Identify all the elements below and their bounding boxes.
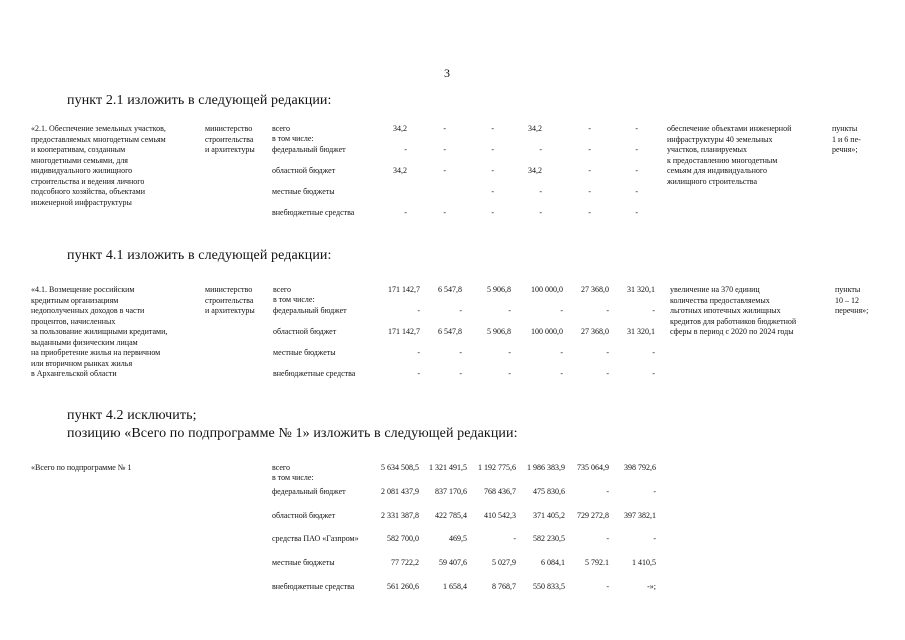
value-cell: - bbox=[606, 306, 609, 315]
value-cell: 1 321 491,5 bbox=[429, 463, 467, 472]
value-cell: - bbox=[443, 166, 446, 175]
value-cell: 6 547,8 bbox=[438, 285, 462, 294]
value-cell: - bbox=[635, 208, 638, 217]
value-cell: - bbox=[606, 369, 609, 378]
value-cell: 34,2 bbox=[528, 124, 542, 133]
value-cell: - bbox=[491, 166, 494, 175]
value-cell: - bbox=[443, 124, 446, 133]
value-cell: 100 000,0 bbox=[531, 327, 563, 336]
value-cell: - bbox=[539, 208, 542, 217]
item-name: «2.1. Обеспечение земельных участков, предоставляемых многодетным семьям и кооперативам, созданным многодетными семьями, для индивидуального жилищного строительства и ведения личного подсобного хозяйства, объектами инженерной инфраструктуры bbox=[31, 124, 166, 207]
row-label-sub: в том числе: bbox=[273, 295, 315, 304]
reference: пункты 10 – 12 перечня»; bbox=[835, 285, 869, 315]
value-cell: - bbox=[588, 124, 591, 133]
row-label: внебюджетные средства bbox=[273, 369, 356, 378]
value-cell: - bbox=[417, 369, 420, 378]
value-cell: 582 700,0 bbox=[387, 534, 419, 544]
item-name: «Всего по подпрограмме № 1 bbox=[31, 463, 132, 472]
value-cell: - bbox=[652, 369, 655, 378]
value-cell: - bbox=[404, 208, 407, 217]
value-cell: 475 830,6 bbox=[533, 486, 565, 496]
value-cell: - bbox=[652, 348, 655, 357]
value-cell: 5 906,8 bbox=[487, 327, 511, 336]
value-cell: - bbox=[635, 145, 638, 154]
value-cell: 5 027,9 bbox=[492, 558, 516, 568]
value-cell: 31 320,1 bbox=[627, 285, 655, 294]
value-cell: - bbox=[635, 166, 638, 175]
row-label: местные бюджеты bbox=[272, 558, 335, 568]
row-label: местные бюджеты bbox=[273, 348, 336, 357]
value-cell: 34,2 bbox=[393, 166, 407, 175]
row-label: федеральный бюджет bbox=[272, 486, 346, 496]
value-cell: - bbox=[404, 145, 407, 154]
value-cell: - bbox=[539, 145, 542, 154]
value-cell: -»; bbox=[647, 582, 656, 591]
value-cell: 1 410,5 bbox=[632, 558, 656, 568]
value-cell: - bbox=[508, 348, 511, 357]
value-cell: 171 142,7 bbox=[388, 327, 420, 336]
row-label-sub: в том числе: bbox=[272, 134, 314, 143]
executor: министерство строительства и архитектуры bbox=[205, 124, 255, 154]
row-label: областной бюджет bbox=[272, 166, 336, 175]
row-label: областной бюджет bbox=[273, 327, 337, 336]
value-cell: - bbox=[588, 187, 591, 196]
value-cell: - bbox=[606, 486, 609, 496]
value-cell: - bbox=[635, 124, 638, 133]
heading-2-1: пункт 2.1 изложить в следующей редакции: bbox=[67, 93, 332, 108]
value-cell: 768 436,7 bbox=[484, 486, 516, 496]
heading-4-2: пункт 4.2 исключить; bbox=[67, 408, 197, 423]
value-cell: 2 331 387,8 bbox=[381, 510, 419, 520]
value-cell: - bbox=[491, 145, 494, 154]
row-label: областной бюджет bbox=[272, 510, 336, 520]
value-cell: - bbox=[606, 582, 609, 591]
value-cell: - bbox=[491, 124, 494, 133]
value-cell: 8 768,7 bbox=[492, 582, 516, 591]
row-label: федеральный бюджет bbox=[273, 306, 347, 315]
value-cell: - bbox=[459, 348, 462, 357]
result: обеспечение объектами инженерной инфраструктуры 40 земельных участков, планируемых к предоставлению многодетным семьям для индивидуального жилищного строительства bbox=[667, 124, 792, 186]
value-cell: - bbox=[417, 306, 420, 315]
value-cell: - bbox=[653, 486, 656, 496]
reference: пункты 1 и 6 пе- речня»; bbox=[832, 124, 861, 154]
value-cell: - bbox=[491, 187, 494, 196]
value-cell: 77 722,2 bbox=[391, 558, 419, 568]
value-cell: - bbox=[560, 348, 563, 357]
value-cell: 371 405,2 bbox=[533, 510, 565, 520]
row-label: всего bbox=[273, 285, 292, 294]
value-cell: 2 081 437,9 bbox=[381, 486, 419, 496]
row-label: местные бюджеты bbox=[272, 187, 335, 196]
value-cell: - bbox=[508, 306, 511, 315]
value-cell: - bbox=[588, 166, 591, 175]
value-cell: - bbox=[606, 534, 609, 544]
value-cell: 1 658,4 bbox=[443, 582, 467, 591]
value-cell: - bbox=[652, 306, 655, 315]
value-cell: - bbox=[491, 208, 494, 217]
row-label: федеральный бюджет bbox=[272, 145, 346, 154]
value-cell: 6 084,1 bbox=[541, 558, 565, 568]
value-cell: - bbox=[588, 208, 591, 217]
value-cell: 398 792,6 bbox=[624, 463, 656, 472]
value-cell: - bbox=[443, 208, 446, 217]
value-cell: 27 368,0 bbox=[581, 285, 609, 294]
value-cell: - bbox=[459, 306, 462, 315]
value-cell: 6 547,8 bbox=[438, 327, 462, 336]
value-cell: 5 792.1 bbox=[585, 558, 609, 568]
row-label: всего bbox=[272, 124, 291, 133]
value-cell: 729 272,8 bbox=[577, 510, 609, 520]
value-cell: 735 064,9 bbox=[577, 463, 609, 472]
value-cell: 837 170,6 bbox=[435, 486, 467, 496]
row-label-sub: в том числе: bbox=[272, 473, 314, 482]
heading-total: позицию «Всего по подпрограмме № 1» изложить в следующей редакции: bbox=[67, 426, 518, 441]
value-cell: 410 542,3 bbox=[484, 510, 516, 520]
value-cell: 100 000,0 bbox=[531, 285, 563, 294]
value-cell: - bbox=[560, 306, 563, 315]
value-cell: 34,2 bbox=[528, 166, 542, 175]
value-cell: - bbox=[588, 145, 591, 154]
value-cell: 397 382,1 bbox=[624, 510, 656, 520]
value-cell: 582 230,5 bbox=[533, 534, 565, 544]
value-cell: 5 634 508,5 bbox=[381, 463, 419, 472]
item-name: «4.1. Возмещение российским кредитным организациям недополученных доходов в части процентов, начисленных за пользование жилищными кредитами, выданными физическим лицам на приобретение жилья на первичном или вторичном рынках жилья в Архангельской области bbox=[31, 285, 168, 378]
row-label: средства ПАО «Газпром» bbox=[272, 534, 359, 544]
value-cell: 422 785,4 bbox=[435, 510, 467, 520]
value-cell: - bbox=[606, 348, 609, 357]
value-cell: - bbox=[560, 369, 563, 378]
row-label: внебюджетные средства bbox=[272, 208, 355, 217]
result: увеличение на 370 единиц количества предоставляемых льготных ипотечных жилищных кредитов для работников бюджетной сферы в период с 2020 по 2024 годы bbox=[670, 285, 797, 336]
value-cell: 1 986 383,9 bbox=[527, 463, 565, 472]
value-cell: - bbox=[443, 145, 446, 154]
heading-4-1: пункт 4.1 изложить в следующей редакции: bbox=[67, 248, 332, 263]
executor: министерство строительства и архитектуры bbox=[205, 285, 255, 315]
value-cell: 59 407,6 bbox=[439, 558, 467, 568]
value-cell: 171 142,7 bbox=[388, 285, 420, 294]
value-cell: - bbox=[459, 369, 462, 378]
page-number: 3 bbox=[444, 66, 450, 80]
value-cell: 31 320,1 bbox=[627, 327, 655, 336]
row-label: всего bbox=[272, 463, 291, 472]
value-cell: - bbox=[513, 534, 516, 544]
value-cell: 561 260,6 bbox=[387, 582, 419, 591]
value-cell: 550 833,5 bbox=[533, 582, 565, 591]
value-cell: 469,5 bbox=[449, 534, 467, 544]
row-label: внебюджетные средства bbox=[272, 582, 355, 591]
value-cell: - bbox=[508, 369, 511, 378]
value-cell: 34,2 bbox=[393, 124, 407, 133]
value-cell: - bbox=[417, 348, 420, 357]
value-cell: 1 192 775,6 bbox=[478, 463, 516, 472]
value-cell: - bbox=[635, 187, 638, 196]
value-cell: - bbox=[539, 187, 542, 196]
value-cell: 27 368,0 bbox=[581, 327, 609, 336]
value-cell: 5 906,8 bbox=[487, 285, 511, 294]
value-cell: - bbox=[653, 534, 656, 544]
